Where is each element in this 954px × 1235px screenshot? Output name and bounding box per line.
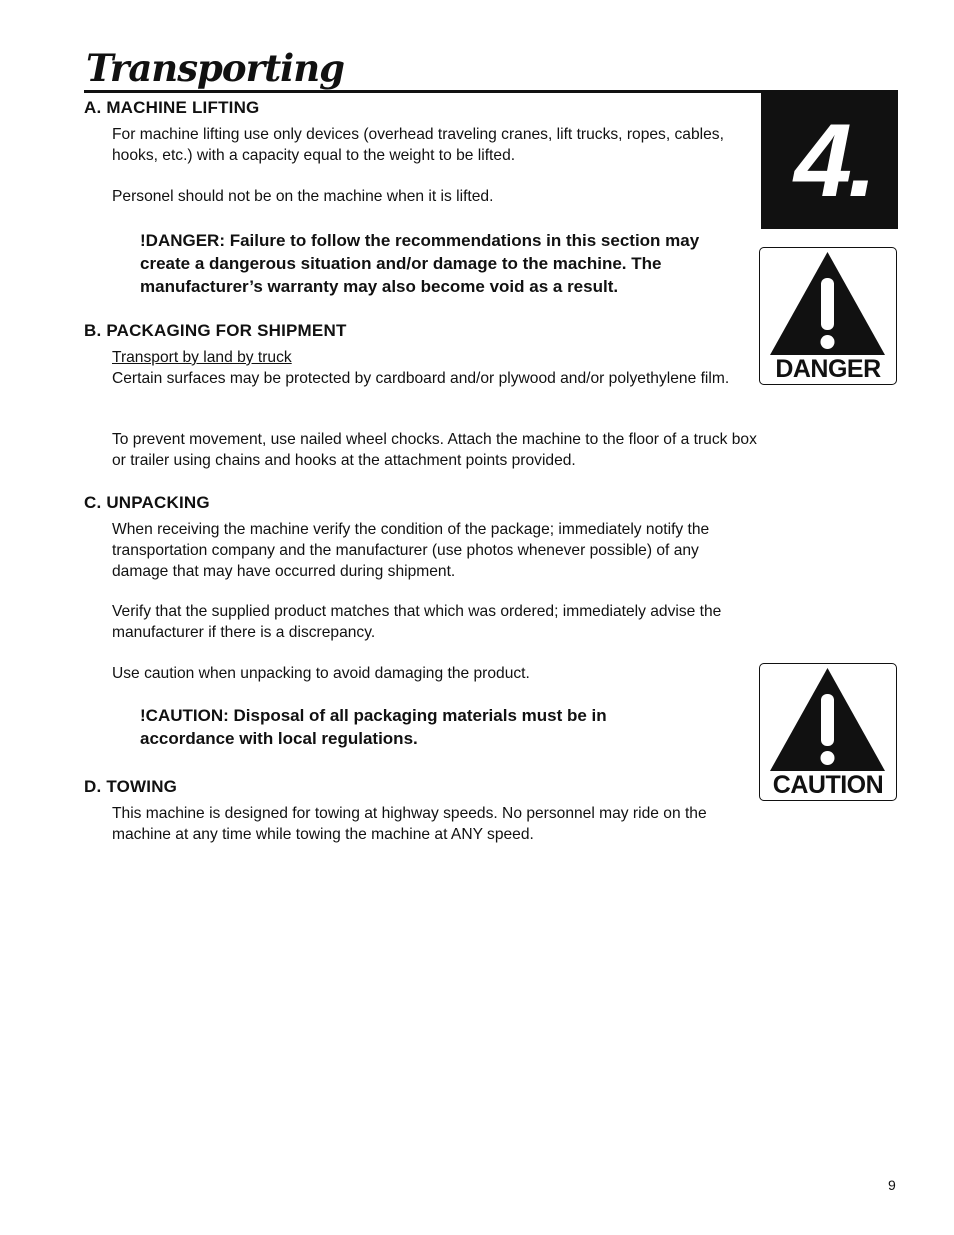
section-c-paragraph-1: When receiving the machine verify the condition of the package; immediately notify the transportation company and the manufacturer (use photos whenever possible) of any damage that may have occurred during shipment.: [112, 521, 710, 580]
section-a-paragraph-2: Personel should not be on the machine when it is lifted.: [112, 188, 494, 205]
danger-sign: [759, 247, 897, 385]
section-b-paragraph-1: Certain surfaces may be protected by cardboard and/or plywood and/or polyethylene film.: [112, 370, 730, 387]
section-d-paragraph-1: This machine is designed for towing at highway speeds. No personnel may ride on the machine at any time while towing the machine at ANY speed.: [112, 805, 707, 843]
section-a-heading: A. MACHINE LIFTING: [84, 98, 260, 117]
section-c-paragraph-3: Use caution when unpacking to avoid damaging the product.: [112, 665, 530, 682]
page-title: Transporting: [86, 46, 345, 90]
chapter-number: 4.: [794, 103, 873, 219]
section-d-heading: D. TOWING: [84, 777, 178, 796]
caution-sign-label: CAUTION: [772, 771, 884, 799]
section-b-subheading: Transport by land by truck: [112, 349, 292, 366]
danger-sign-label: DANGER: [775, 355, 881, 383]
caution-exclamation-triangle-icon: [760, 664, 895, 776]
danger-exclamation-triangle-icon: [760, 248, 895, 360]
section-a-paragraph-1: For machine lifting use only devices (overhead traveling cranes, lift trucks, ropes, cables, hooks, etc.) with a capacity equal to the weight to be lifted.: [112, 126, 724, 164]
section-c-heading: C. UNPACKING: [84, 493, 210, 512]
chapter-number-box: [761, 93, 898, 229]
section-b-heading: B. PACKAGING FOR SHIPMENT: [84, 321, 347, 340]
page-number: 9: [888, 1177, 896, 1193]
section-c-paragraph-2: Verify that the supplied product matches that which was ordered; immediately advise the manufacturer if there is a discrepancy.: [112, 603, 722, 641]
caution-warning: !CAUTION: Disposal of all packaging materials must be in accordance with local regulations.: [140, 706, 607, 748]
section-b-paragraph-2: To prevent movement, use nailed wheel chocks. Attach the machine to the floor of a truck box or trailer using chains and hooks at the attachment points provided.: [112, 431, 757, 469]
section-b-block-1: [112, 347, 752, 389]
danger-warning: !DANGER: Failure to follow the recommendations in this section may create a dangerous situation and/or damage to the machine. The manufacturer’s warranty may also become void as a result.: [140, 231, 700, 296]
caution-sign: [759, 663, 897, 801]
